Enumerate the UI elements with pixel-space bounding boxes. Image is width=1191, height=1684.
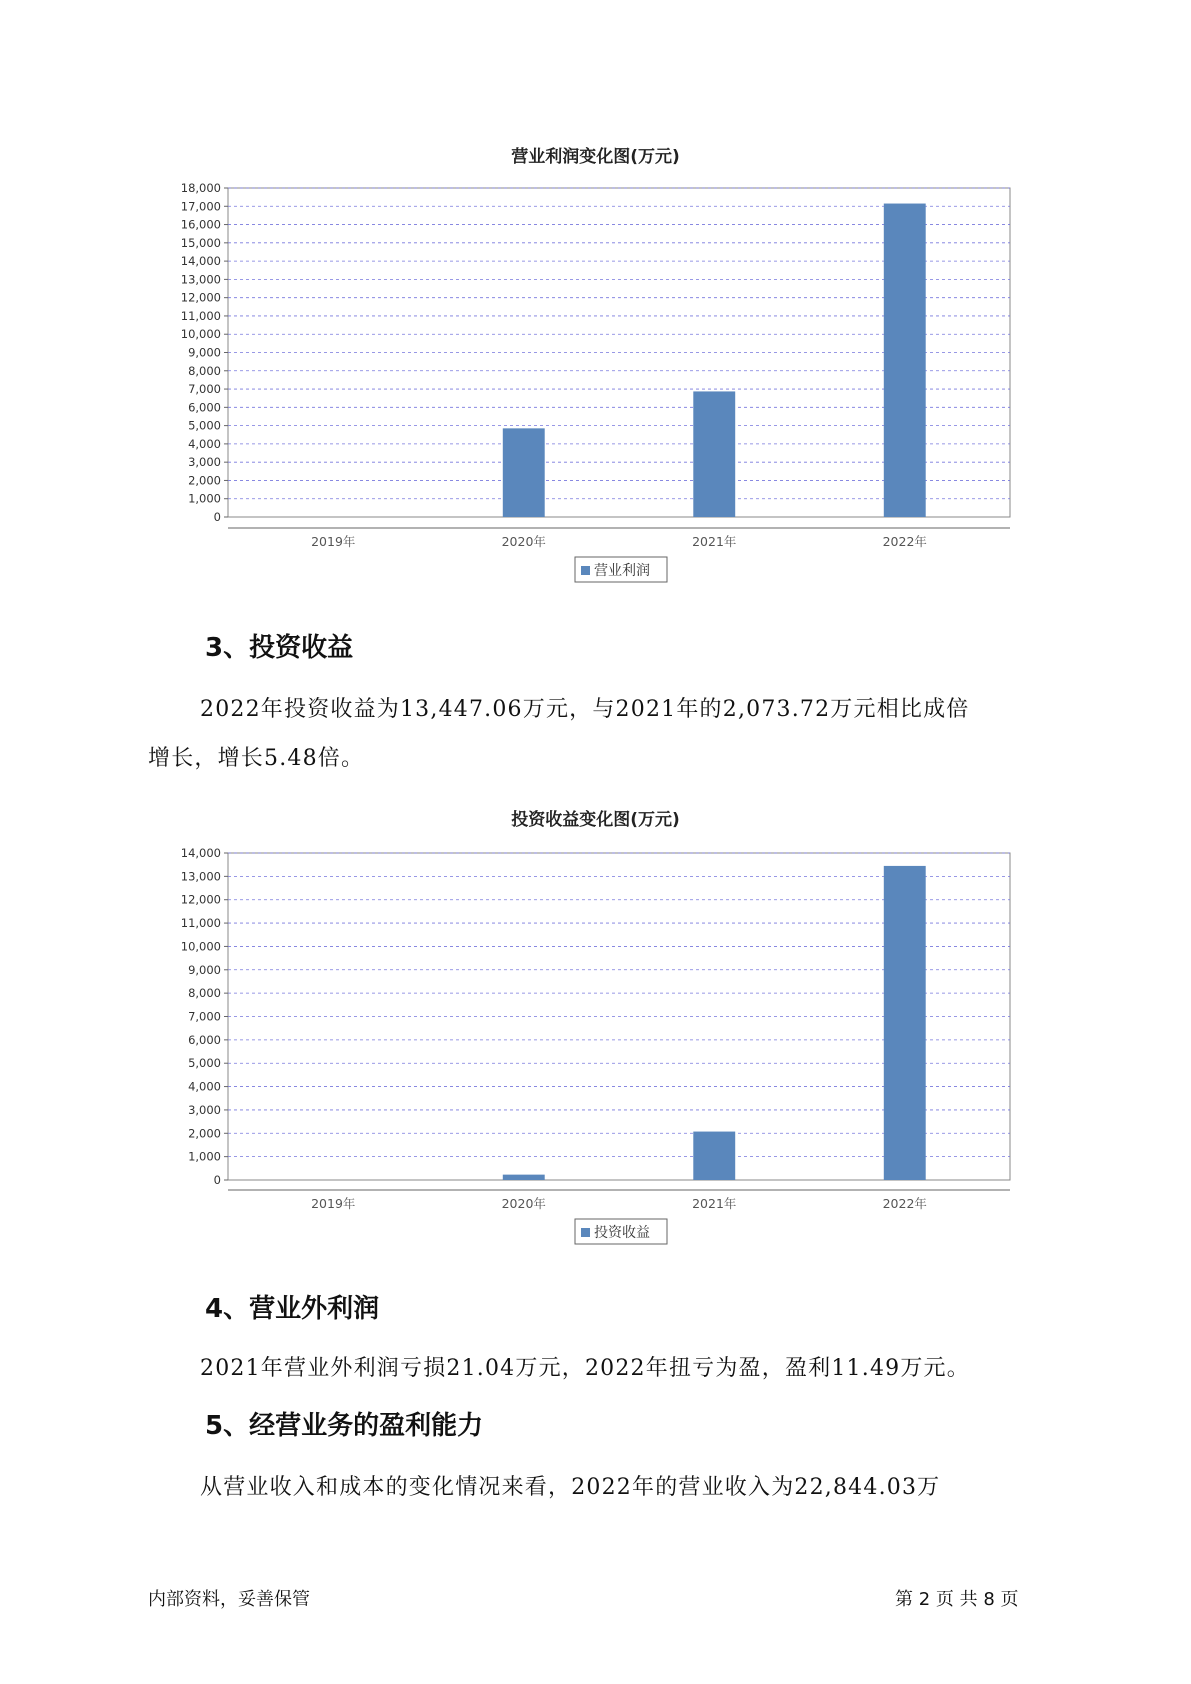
y-tick-label: 11,000 xyxy=(180,916,221,931)
bar xyxy=(884,866,926,1180)
bar xyxy=(693,1132,735,1180)
y-tick-label: 3,000 xyxy=(188,455,221,470)
y-tick-label: 10,000 xyxy=(180,939,221,954)
y-tick-label: 11,000 xyxy=(180,308,221,323)
x-tick-label: 2020年 xyxy=(501,534,546,549)
chart-title-investment-income: 投资收益变化图(万元) xyxy=(511,810,680,830)
y-tick-label: 5,000 xyxy=(188,418,221,433)
y-tick-label: 0 xyxy=(213,1173,221,1187)
bar xyxy=(884,204,926,517)
x-tick-label: 2019年 xyxy=(311,534,356,549)
y-tick-label: 18,000 xyxy=(180,181,221,195)
x-tick-label: 2021年 xyxy=(692,534,737,549)
y-tick-label: 10,000 xyxy=(180,327,221,342)
y-tick-label: 8,000 xyxy=(188,363,221,378)
y-tick-label: 14,000 xyxy=(180,846,221,860)
chart-title-operating-profit: 营业利润变化图(万元) xyxy=(511,147,680,167)
y-tick-label: 1,000 xyxy=(188,1149,221,1164)
y-tick-label: 5,000 xyxy=(188,1056,221,1071)
investment-paragraph-line1: 2022年投资收益为13,447.06万元，与2021年的2,073.72万元相比成倍 xyxy=(200,697,970,722)
section-heading-profitability: 5、经营业务的盈利能力 xyxy=(205,1411,484,1441)
y-tick-label: 2,000 xyxy=(188,473,221,488)
y-tick-label: 13,000 xyxy=(180,869,221,884)
y-tick-label: 2,000 xyxy=(188,1126,221,1141)
y-tick-label: 16,000 xyxy=(180,217,221,232)
y-tick-label: 15,000 xyxy=(180,235,221,250)
footer-confidential-note: 内部资料，妥善保管 xyxy=(148,1589,310,1610)
legend-label: 投资收益 xyxy=(594,1225,650,1241)
y-tick-label: 12,000 xyxy=(180,290,221,305)
y-tick-label: 4,000 xyxy=(188,1079,221,1094)
legend-label: 营业利润 xyxy=(594,563,650,579)
y-tick-label: 9,000 xyxy=(188,962,221,977)
y-tick-label: 6,000 xyxy=(188,400,221,415)
y-tick-label: 1,000 xyxy=(188,491,221,506)
y-tick-label: 12,000 xyxy=(180,892,221,907)
bar xyxy=(503,1175,545,1180)
investment-paragraph-line2: 增长，增长5.48倍。 xyxy=(148,746,365,771)
y-tick-label: 17,000 xyxy=(180,199,221,214)
x-tick-label: 2022年 xyxy=(882,534,927,549)
x-tick-label: 2021年 xyxy=(692,1196,737,1211)
section-heading-investment: 3、投资收益 xyxy=(205,633,354,663)
y-tick-label: 4,000 xyxy=(188,436,221,451)
bar xyxy=(503,428,545,517)
footer-page-number: 第 2 页 共 8 页 xyxy=(895,1589,1019,1610)
y-tick-label: 3,000 xyxy=(188,1102,221,1117)
y-tick-label: 7,000 xyxy=(188,1009,221,1024)
chart-investment-income xyxy=(0,832,1191,1252)
section-heading-non-operating: 4、营业外利润 xyxy=(205,1294,380,1324)
y-tick-label: 14,000 xyxy=(180,254,221,269)
x-tick-label: 2019年 xyxy=(311,1196,356,1211)
non-operating-paragraph-line1: 2021年营业外利润亏损21.04万元，2022年扭亏为盈，盈利11.49万元。 xyxy=(200,1356,970,1381)
legend-swatch xyxy=(581,566,590,575)
y-tick-label: 7,000 xyxy=(188,382,221,397)
y-tick-label: 8,000 xyxy=(188,986,221,1001)
x-tick-label: 2022年 xyxy=(882,1196,927,1211)
chart-operating-profit xyxy=(0,165,1191,625)
y-tick-label: 9,000 xyxy=(188,345,221,360)
y-tick-label: 0 xyxy=(213,510,221,524)
bar xyxy=(693,391,735,517)
profitability-paragraph-line1: 从营业收入和成本的变化情况来看，2022年的营业收入为22,844.03万 xyxy=(200,1475,941,1500)
y-tick-label: 6,000 xyxy=(188,1032,221,1047)
y-tick-label: 13,000 xyxy=(180,272,221,287)
legend-swatch xyxy=(581,1228,590,1237)
x-tick-label: 2020年 xyxy=(501,1196,546,1211)
